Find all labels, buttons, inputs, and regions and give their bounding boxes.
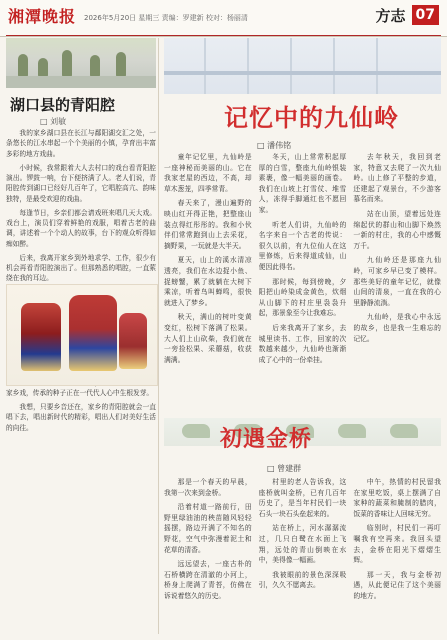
paragraph: 听老人们讲，九仙岭的名字来自一个古老的传说：很久以前，有九位仙人在这里修炼，后来得道成仙，山便因此得名。 <box>258 220 347 271</box>
paragraph: 站在山顶，望着远处连绵起伏的群山和山脚下焕然一新的村庄，我的心中感慨万千。 <box>353 209 441 250</box>
paragraph: 家乡戏，传承的种子正在一代代人心中生根发芽。 <box>6 388 154 397</box>
issue-meta: 2026年5月20日 星期三 责编：罗建新 校对：杨丽清 <box>84 14 248 22</box>
left-article <box>6 38 156 634</box>
bottom-article-author: □ 曾建群 <box>267 464 302 473</box>
paragraph: 我的家乡湖口县在长江与鄱阳湖交汇之处，一条悠长的江水串起一个个美丽的小镇，孕育出丰富多彩的地方戏曲。 <box>6 129 156 158</box>
paragraph: 我想，只要乡音还在，家乡的青阳腔就会一直唱下去，唱出新时代的精彩，唱出人们对美好生活的向往。 <box>6 403 156 432</box>
paragraph: 沿着村道一路前行，田野里绿油油的秧苗随风轻轻摇摆，路边开满了不知名的野花，空气中弥漫着泥土和花草的清香。 <box>164 503 252 554</box>
paragraph: 远远望去，一座古朴的石桥横跨在清澈的小河上，桥身上爬满了青苔，仿佛在诉说着悠久的历史。 <box>164 560 252 600</box>
left-article-title: 湖口县的青阳腔 <box>10 96 116 114</box>
bottom-article <box>164 418 441 634</box>
paragraph: 小时候，我常跟着大人去村口的戏台看青阳腔演出。锣鼓一响，台下便挤满了人。老人们说，青阳腔传到湖口已经好几百年了，它唱腔高亢、韵味独特，是最受欢迎的戏曲。 <box>6 163 156 203</box>
paragraph: 我被眼前的景色深深吸引，久久不愿离去。 <box>258 570 347 590</box>
landscape-photo <box>6 38 156 88</box>
paragraph: 春天来了，漫山遍野的映山红开得正艳，把整座山装点得红彤彤的。我和小伙伴们常常跑到山上去采花，摘野果，一玩就是大半天。 <box>164 199 252 250</box>
paragraph: 去年秋天，我回到老家，特意又去爬了一次九仙岭。山上修了平整的步道，还建起了观景台，不少游客慕名而来。 <box>353 153 441 204</box>
paragraph: 秋天，满山的树叶变黄变红，松树下落满了松果。大人们上山砍柴，我们就在一旁捡松果、采蘑菇，收获满满。 <box>164 313 252 364</box>
right-article-title: 记忆中的九仙岭 <box>224 103 399 132</box>
paragraph: 那一天，我与金桥初遇，从此便记住了这个美丽的地方。 <box>353 570 441 600</box>
paragraph: 村里的老人告诉我，这座桥就叫金桥，已有几百年历史了，是当年村民们一块石头一块石头垒起来的。 <box>258 478 347 518</box>
right-top-article <box>164 38 441 413</box>
bottom-article-title: 初遇金桥 <box>220 426 313 452</box>
top-divider <box>6 35 441 36</box>
text-column <box>259 152 347 412</box>
text-column <box>164 152 252 412</box>
right-article-author: □ 潘伟铭 <box>257 141 292 150</box>
paragraph: 那时候，每到傍晚，夕阳把山岭染成金黄色，炊烟从山脚下的村庄里袅袅升起，那景象至今让我难忘。 <box>258 277 347 318</box>
text-column <box>353 477 441 634</box>
header-photo <box>164 38 441 94</box>
masthead <box>0 0 447 37</box>
text-column <box>164 477 252 634</box>
paragraph: 那是一个春天的早晨，我第一次来到金桥。 <box>164 478 252 497</box>
paragraph: 九仙岭还是那座九仙岭，可家乡早已变了模样。那些美好的童年记忆，就像山间的清泉，一直在我的心里静静流淌。 <box>353 256 441 307</box>
paragraph: 每逢节日，乡亲们都会请戏班来唱几天大戏。戏台上，演员们穿着鲜艳的戏服，唱着古老的曲调，讲述着一个个动人的故事，台下的观众听得如痴如醉。 <box>6 208 156 248</box>
paragraph: 后来我离开了家乡，去城里读书、工作，回家的次数越来越少，九仙岭也渐渐成了心中的一份牵挂。 <box>258 323 347 364</box>
paragraph: 临别时，村民们一再叮嘱我有空再来。我回头望去，金桥在阳光下熠熠生辉。 <box>353 524 441 565</box>
paragraph: 夏天，山上的溪水清凉透亮，我们在水边捉小鱼、捉螃蟹，累了就躺在大树下乘凉，听着鸟叫蝉鸣，很快就进入了梦乡。 <box>164 256 252 307</box>
paragraph: 童年记忆里，九仙岭是一座神秘而美丽的山。它在我家老屋的西边，不高，却草木葱茏，四季常青。 <box>164 153 252 193</box>
section-name: 方志 <box>375 6 406 25</box>
right-article-columns <box>164 152 441 412</box>
opera-image <box>6 284 158 386</box>
newspaper-brand: 湘潭晚报 <box>8 7 77 26</box>
text-column <box>259 477 347 634</box>
column-divider <box>158 38 159 634</box>
left-article-author: □ 刘敏 <box>40 117 67 126</box>
paragraph: 站在桥上，河水潺潺流过，几只白鹭在水面上飞翔，远处的青山倒映在水中，美得像一幅画。 <box>258 524 347 565</box>
bottom-article-columns <box>164 477 441 634</box>
paragraph: 后来，我离开家乡到外地求学、工作，很少有机会再看青阳腔演出了。但那熟悉的唱腔，一直萦绕在我的耳边。 <box>6 253 156 283</box>
paragraph: 九仙岭，是我心中永远的故乡，也是我一生难忘的记忆。 <box>353 313 441 343</box>
text-column <box>353 152 441 412</box>
paragraph: 冬天，山上常常积起厚厚的白雪，整座九仙岭银装素裹，像一幅美丽的画卷。我们在山坡上打雪仗、堆雪人，冻得手脚通红也不愿回家。 <box>258 153 347 214</box>
section-tag <box>376 3 440 27</box>
page-number: 07 <box>412 5 439 25</box>
paragraph: 中午，热情的村民留我在家里吃饭，桌上摆满了自家种的蔬菜和腌制的腊肉，饭菜的香味让人回味无穷。 <box>353 478 441 518</box>
